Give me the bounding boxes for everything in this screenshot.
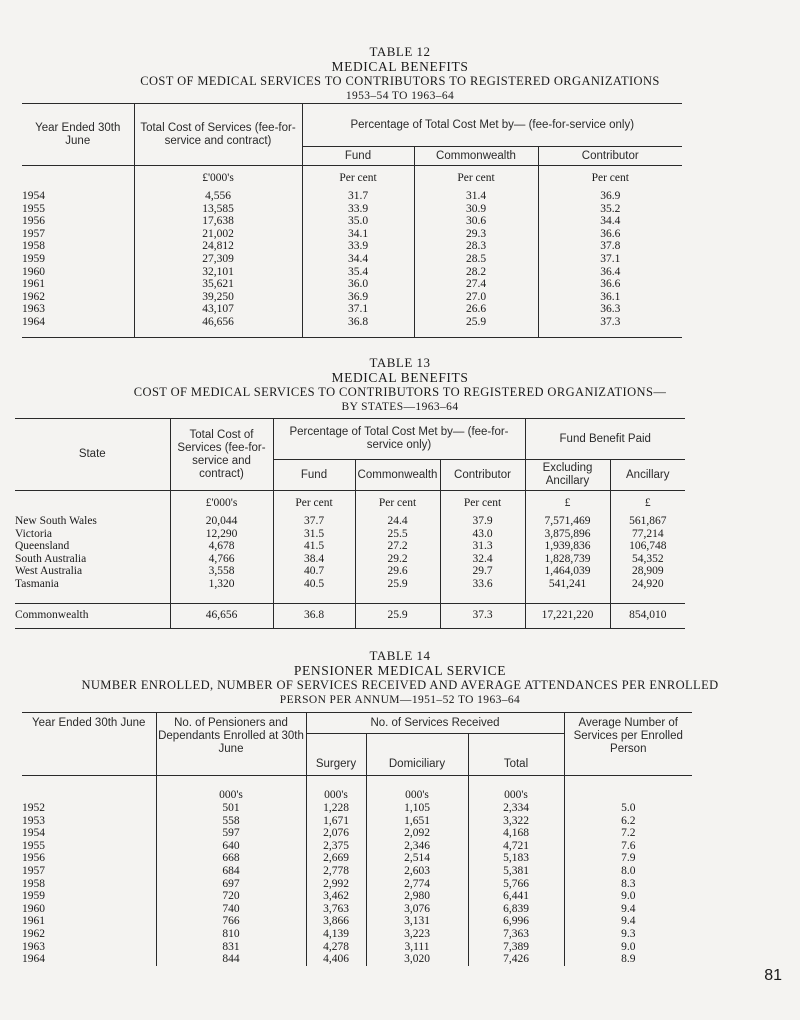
- fund-cell: 33.9: [302, 203, 414, 216]
- unit-label: £: [644, 496, 651, 509]
- col-header-total-cost: Total Cost of Services (fee-for-service and contract): [170, 419, 273, 491]
- enrolled-cell: 597: [156, 827, 306, 840]
- total-cost-cell: 32,101: [134, 266, 302, 279]
- total-cell: 6,839: [468, 903, 564, 916]
- commonwealth-cell: 28.5: [414, 253, 538, 266]
- domiciliary-cell: 2,980: [366, 890, 468, 903]
- total-cost-cell: 24,812: [134, 240, 302, 253]
- fund-cell: 37.1: [302, 303, 414, 316]
- total-cell: 4,721: [468, 840, 564, 853]
- table-12: [22, 103, 682, 338]
- unit-label: Per cent: [414, 166, 538, 191]
- contributor-cell: 36.4: [600, 265, 621, 278]
- year-cell: 1963: [22, 941, 156, 954]
- contributor-cell: 37.3: [600, 315, 621, 328]
- year-cell: 1955: [22, 840, 156, 853]
- average-cell: 7.9: [621, 852, 636, 865]
- year-cell: 1958: [22, 240, 134, 253]
- table-row: [15, 578, 685, 591]
- table-row: [22, 928, 692, 941]
- domiciliary-cell: 1,105: [366, 802, 468, 815]
- total-cost-cell: 35,621: [134, 278, 302, 291]
- year-cell: 1956: [22, 852, 156, 865]
- total-cell: 5,381: [468, 865, 564, 878]
- average-cell: 8.3: [621, 877, 636, 890]
- contributor-cell: 36.3: [600, 303, 621, 316]
- total-cost-cell: 4,556: [134, 190, 302, 203]
- surgery-cell: 4,139: [306, 928, 366, 941]
- ancillary-cell: 106,748: [629, 540, 667, 553]
- total-cost-cell: 46,656: [134, 316, 302, 329]
- table-row: [22, 903, 692, 916]
- commonwealth-cell: 28.2: [414, 266, 538, 279]
- table-row: [22, 215, 682, 228]
- total-cost-cell: 27,309: [134, 253, 302, 266]
- fund-cell: 34.1: [302, 228, 414, 241]
- col-header-excluding-ancillary: Excluding Ancillary: [525, 460, 610, 491]
- table-row: [22, 878, 692, 891]
- commonwealth-cell: 25.5: [355, 528, 440, 541]
- contributor-cell: 36.1: [600, 290, 621, 303]
- state-cell: New South Wales: [15, 515, 170, 528]
- contributor-cell: 37.3: [440, 603, 525, 628]
- table-subheading: COST OF MEDICAL SERVICES TO CONTRIBUTORS TO REGISTERED ORGANIZATIONS—: [133, 385, 667, 399]
- contributor-cell: 43.0: [440, 528, 525, 541]
- fund-cell: 34.4: [302, 253, 414, 266]
- total-row: [15, 603, 685, 628]
- col-header-year: Year Ended 30th June: [22, 713, 156, 776]
- fund-cell: 36.8: [273, 603, 355, 628]
- table-row: [22, 865, 692, 878]
- state-cell: Tasmania: [15, 578, 170, 591]
- year-cell: 1961: [22, 915, 156, 928]
- table-13: [15, 418, 685, 629]
- domiciliary-cell: 2,346: [366, 840, 468, 853]
- enrolled-cell: 501: [156, 802, 306, 815]
- surgery-cell: 1,228: [306, 802, 366, 815]
- commonwealth-cell: 29.2: [355, 553, 440, 566]
- total-cell: 3,322: [468, 815, 564, 828]
- table-12-title: [0, 44, 800, 104]
- fund-cell: 36.0: [302, 278, 414, 291]
- contributor-cell: 36.9: [600, 190, 621, 202]
- unit-label: 000's: [366, 776, 468, 803]
- col-header-average: Average Number of Services per Enrolled Person: [564, 713, 692, 776]
- commonwealth-cell: 27.2: [355, 540, 440, 553]
- unit-label: Per cent: [302, 166, 414, 191]
- ancillary-cell: 77,214: [631, 527, 664, 540]
- unit-label: 000's: [468, 776, 564, 803]
- table-period: PERSON PER ANNUM—1951–52 TO 1963–64: [279, 694, 521, 706]
- table-heading: MEDICAL BENEFITS: [331, 370, 469, 385]
- table-row: [22, 890, 692, 903]
- excluding-ancillary-cell: 541,241: [525, 578, 610, 591]
- year-cell: 1952: [22, 802, 156, 815]
- table-row: [22, 815, 692, 828]
- domiciliary-cell: 3,111: [366, 941, 468, 954]
- ancillary-cell: 54,352: [631, 552, 664, 565]
- year-cell: 1964: [22, 953, 156, 966]
- col-header-total-cost: Total Cost of Services (fee-for-service and contract): [134, 104, 302, 166]
- total-cell: 4,168: [468, 827, 564, 840]
- fund-cell: 40.7: [273, 565, 355, 578]
- surgery-cell: 2,076: [306, 827, 366, 840]
- table-14-body: [22, 776, 692, 966]
- table-14: [22, 712, 692, 966]
- fund-cell: 41.5: [273, 540, 355, 553]
- enrolled-cell: 720: [156, 890, 306, 903]
- year-cell: 1954: [22, 827, 156, 840]
- unit-label: Per cent: [355, 491, 440, 516]
- table-subheading: NUMBER ENROLLED, NUMBER OF SERVICES RECEIVED AND AVERAGE ATTENDANCES PER ENROLLED: [81, 678, 719, 692]
- state-cell: Commonwealth: [15, 603, 170, 628]
- table-row: [22, 802, 692, 815]
- unit-label: £'000's: [134, 166, 302, 191]
- surgery-cell: 3,462: [306, 890, 366, 903]
- year-cell: 1962: [22, 291, 134, 304]
- commonwealth-cell: 25.9: [355, 603, 440, 628]
- year-cell: 1954: [22, 190, 134, 203]
- total-cost-cell: 12,290: [170, 528, 273, 541]
- year-cell: 1959: [22, 890, 156, 903]
- table-subheading: COST OF MEDICAL SERVICES TO CONTRIBUTORS TO REGISTERED ORGANIZATIONS: [140, 74, 660, 88]
- surgery-cell: 2,778: [306, 865, 366, 878]
- enrolled-cell: 740: [156, 903, 306, 916]
- enrolled-cell: 697: [156, 878, 306, 891]
- col-header-year: Year Ended 30th June: [22, 104, 134, 166]
- contributor-cell: 32.4: [440, 553, 525, 566]
- table-row: [22, 190, 682, 203]
- average-cell: 9.0: [621, 890, 636, 903]
- contributor-cell: 36.6: [600, 278, 621, 291]
- table-heading: MEDICAL BENEFITS: [331, 59, 469, 74]
- year-cell: 1953: [22, 815, 156, 828]
- year-cell: 1960: [22, 266, 134, 279]
- contributor-cell: 34.4: [600, 215, 621, 228]
- total-cost-cell: 43,107: [134, 303, 302, 316]
- table-row: [22, 228, 682, 241]
- contributor-cell: 37.9: [440, 515, 525, 528]
- total-cost-cell: 46,656: [170, 603, 273, 628]
- table-row: [22, 253, 682, 266]
- excluding-ancillary-cell: 1,939,836: [525, 540, 610, 553]
- enrolled-cell: 766: [156, 915, 306, 928]
- average-cell: 7.6: [621, 839, 636, 852]
- col-header-total: Total: [468, 734, 564, 776]
- table-period: 1953–54 TO 1963–64: [345, 90, 455, 102]
- average-cell: 9.3: [621, 927, 636, 940]
- domiciliary-cell: 1,651: [366, 815, 468, 828]
- domiciliary-cell: 3,020: [366, 953, 468, 966]
- col-header-fund: Fund: [273, 460, 355, 491]
- ancillary-cell: 561,867: [629, 515, 667, 527]
- table-row: [22, 840, 692, 853]
- commonwealth-cell: 27.4: [414, 278, 538, 291]
- total-cell: 7,363: [468, 928, 564, 941]
- table-13-body: [15, 491, 685, 629]
- surgery-cell: 3,866: [306, 915, 366, 928]
- commonwealth-cell: 28.3: [414, 240, 538, 253]
- table-row: [22, 941, 692, 954]
- total-cost-cell: 17,638: [134, 215, 302, 228]
- excluding-ancillary-cell: 1,828,739: [525, 553, 610, 566]
- unit-label: Per cent: [440, 491, 525, 516]
- table-row: [22, 278, 682, 291]
- table-row: [15, 540, 685, 553]
- total-cell: 2,334: [468, 802, 564, 815]
- table-row: [22, 303, 682, 316]
- average-cell: 6.2: [621, 814, 636, 827]
- col-header-contributor: Contributor: [538, 147, 682, 166]
- year-cell: 1959: [22, 253, 134, 266]
- col-header-commonwealth: Commonwealth: [355, 460, 440, 491]
- year-cell: 1956: [22, 215, 134, 228]
- contributor-cell: 37.1: [600, 252, 621, 265]
- col-header-percentage: Percentage of Total Cost Met by— (fee-for-service only): [273, 419, 525, 460]
- unit-label: £'000's: [170, 491, 273, 516]
- year-cell: 1961: [22, 278, 134, 291]
- table-row: [22, 240, 682, 253]
- table-row: [22, 203, 682, 216]
- excluding-ancillary-cell: 7,571,469: [525, 515, 610, 528]
- fund-cell: 40.5: [273, 578, 355, 591]
- col-header-domiciliary: Domiciliary: [366, 734, 468, 776]
- enrolled-cell: 831: [156, 941, 306, 954]
- total-cell: 6,996: [468, 915, 564, 928]
- year-cell: 1955: [22, 203, 134, 216]
- fund-cell: 36.8: [302, 316, 414, 329]
- state-cell: Victoria: [15, 528, 170, 541]
- unit-label: Per cent: [273, 491, 355, 516]
- average-cell: 8.0: [621, 864, 636, 877]
- average-cell: 9.0: [621, 940, 636, 953]
- table-heading: PENSIONER MEDICAL SERVICE: [293, 663, 507, 678]
- commonwealth-cell: 30.6: [414, 215, 538, 228]
- enrolled-cell: 640: [156, 840, 306, 853]
- table-row: [15, 515, 685, 528]
- surgery-cell: 2,992: [306, 878, 366, 891]
- table-14-title: [0, 648, 800, 708]
- enrolled-cell: 844: [156, 953, 306, 966]
- total-cost-cell: 1,320: [170, 578, 273, 591]
- commonwealth-cell: 27.0: [414, 291, 538, 304]
- col-header-fund: Fund: [302, 147, 414, 166]
- table-row: [22, 852, 692, 865]
- state-cell: South Australia: [15, 553, 170, 566]
- col-header-enrolled: No. of Pensioners and Dependants Enrolled at 30th June: [156, 713, 306, 776]
- fund-cell: 31.5: [273, 528, 355, 541]
- col-header-commonwealth: Commonwealth: [414, 147, 538, 166]
- domiciliary-cell: 2,774: [366, 878, 468, 891]
- commonwealth-cell: 26.6: [414, 303, 538, 316]
- col-header-ancillary: Ancillary: [610, 460, 685, 491]
- state-cell: West Australia: [15, 565, 170, 578]
- page-number: 81: [764, 967, 782, 984]
- contributor-cell: 29.7: [440, 565, 525, 578]
- ancillary-cell: 24,920: [631, 577, 664, 590]
- year-cell: 1960: [22, 903, 156, 916]
- table-number: TABLE 14: [369, 648, 431, 663]
- total-cell: 6,441: [468, 890, 564, 903]
- ancillary-cell: 28,909: [631, 565, 664, 578]
- year-cell: 1957: [22, 865, 156, 878]
- excluding-ancillary-cell: 3,875,896: [525, 528, 610, 541]
- fund-cell: 36.9: [302, 291, 414, 304]
- commonwealth-cell: 29.3: [414, 228, 538, 241]
- domiciliary-cell: 2,092: [366, 827, 468, 840]
- total-cost-cell: 20,044: [170, 515, 273, 528]
- surgery-cell: 3,763: [306, 903, 366, 916]
- total-cost-cell: 13,585: [134, 203, 302, 216]
- commonwealth-cell: 25.9: [355, 578, 440, 591]
- table-row: [22, 953, 692, 966]
- total-cell: 7,426: [468, 953, 564, 966]
- contributor-cell: 33.6: [440, 578, 525, 591]
- col-header-surgery: Surgery: [306, 734, 366, 776]
- table-number: TABLE 13: [369, 355, 431, 370]
- total-cost-cell: 39,250: [134, 291, 302, 304]
- average-cell: 8.9: [621, 953, 636, 966]
- table-row: [22, 266, 682, 279]
- surgery-cell: 2,669: [306, 852, 366, 865]
- surgery-cell: 4,406: [306, 953, 366, 966]
- unit-label: Per cent: [591, 171, 629, 184]
- fund-cell: 37.7: [273, 515, 355, 528]
- col-header-fund-benefit: Fund Benefit Paid: [525, 419, 685, 460]
- unit-label: £: [525, 491, 610, 516]
- total-cell: 5,766: [468, 878, 564, 891]
- enrolled-cell: 668: [156, 852, 306, 865]
- surgery-cell: 2,375: [306, 840, 366, 853]
- ancillary-cell: 854,010: [610, 603, 685, 628]
- table-row: [22, 915, 692, 928]
- commonwealth-cell: 29.6: [355, 565, 440, 578]
- average-cell: 9.4: [621, 902, 636, 915]
- domiciliary-cell: 2,603: [366, 865, 468, 878]
- domiciliary-cell: 3,076: [366, 903, 468, 916]
- table-row: [15, 528, 685, 541]
- state-cell: Queensland: [15, 540, 170, 553]
- domiciliary-cell: 3,131: [366, 915, 468, 928]
- excluding-ancillary-cell: 17,221,220: [525, 603, 610, 628]
- col-header-contributor: Contributor: [440, 460, 525, 491]
- year-cell: 1958: [22, 878, 156, 891]
- table-row: [15, 553, 685, 566]
- average-cell: 9.4: [621, 915, 636, 928]
- unit-label: 000's: [306, 776, 366, 803]
- enrolled-cell: 810: [156, 928, 306, 941]
- enrolled-cell: 684: [156, 865, 306, 878]
- enrolled-cell: 558: [156, 815, 306, 828]
- col-header-percentage: Percentage of Total Cost Met by— (fee-for-service only): [302, 104, 682, 147]
- commonwealth-cell: 31.4: [414, 190, 538, 203]
- table-number: TABLE 12: [369, 44, 431, 59]
- unit-label: 000's: [156, 776, 306, 803]
- year-cell: 1963: [22, 303, 134, 316]
- average-cell: 5.0: [621, 802, 636, 814]
- total-cost-cell: 4,678: [170, 540, 273, 553]
- surgery-cell: 1,671: [306, 815, 366, 828]
- year-cell: 1957: [22, 228, 134, 241]
- total-cost-cell: 3,558: [170, 565, 273, 578]
- total-cost-cell: 21,002: [134, 228, 302, 241]
- average-cell: 7.2: [621, 827, 636, 840]
- contributor-cell: 37.8: [600, 240, 621, 253]
- table-row: [15, 565, 685, 578]
- fund-cell: 38.4: [273, 553, 355, 566]
- commonwealth-cell: 25.9: [414, 316, 538, 329]
- domiciliary-cell: 2,514: [366, 852, 468, 865]
- contributor-cell: 31.3: [440, 540, 525, 553]
- table-13-title: [0, 355, 800, 415]
- table-row: [22, 291, 682, 304]
- table-period: BY STATES—1963–64: [341, 401, 459, 413]
- table-row: [22, 827, 692, 840]
- table-row: [22, 316, 682, 329]
- commonwealth-cell: 30.9: [414, 203, 538, 216]
- fund-cell: 33.9: [302, 240, 414, 253]
- year-cell: 1962: [22, 928, 156, 941]
- total-cell: 5,183: [468, 852, 564, 865]
- fund-cell: 31.7: [302, 190, 414, 203]
- fund-cell: 35.0: [302, 215, 414, 228]
- contributor-cell: 35.2: [600, 202, 621, 215]
- fund-cell: 35.4: [302, 266, 414, 279]
- col-header-services: No. of Services Received: [306, 713, 564, 734]
- contributor-cell: 36.6: [600, 227, 621, 240]
- surgery-cell: 4,278: [306, 941, 366, 954]
- commonwealth-cell: 24.4: [355, 515, 440, 528]
- total-cell: 7,389: [468, 941, 564, 954]
- total-cost-cell: 4,766: [170, 553, 273, 566]
- table-12-body: [22, 166, 682, 329]
- col-header-state: State: [15, 419, 170, 491]
- year-cell: 1964: [22, 316, 134, 329]
- excluding-ancillary-cell: 1,464,039: [525, 565, 610, 578]
- domiciliary-cell: 3,223: [366, 928, 468, 941]
